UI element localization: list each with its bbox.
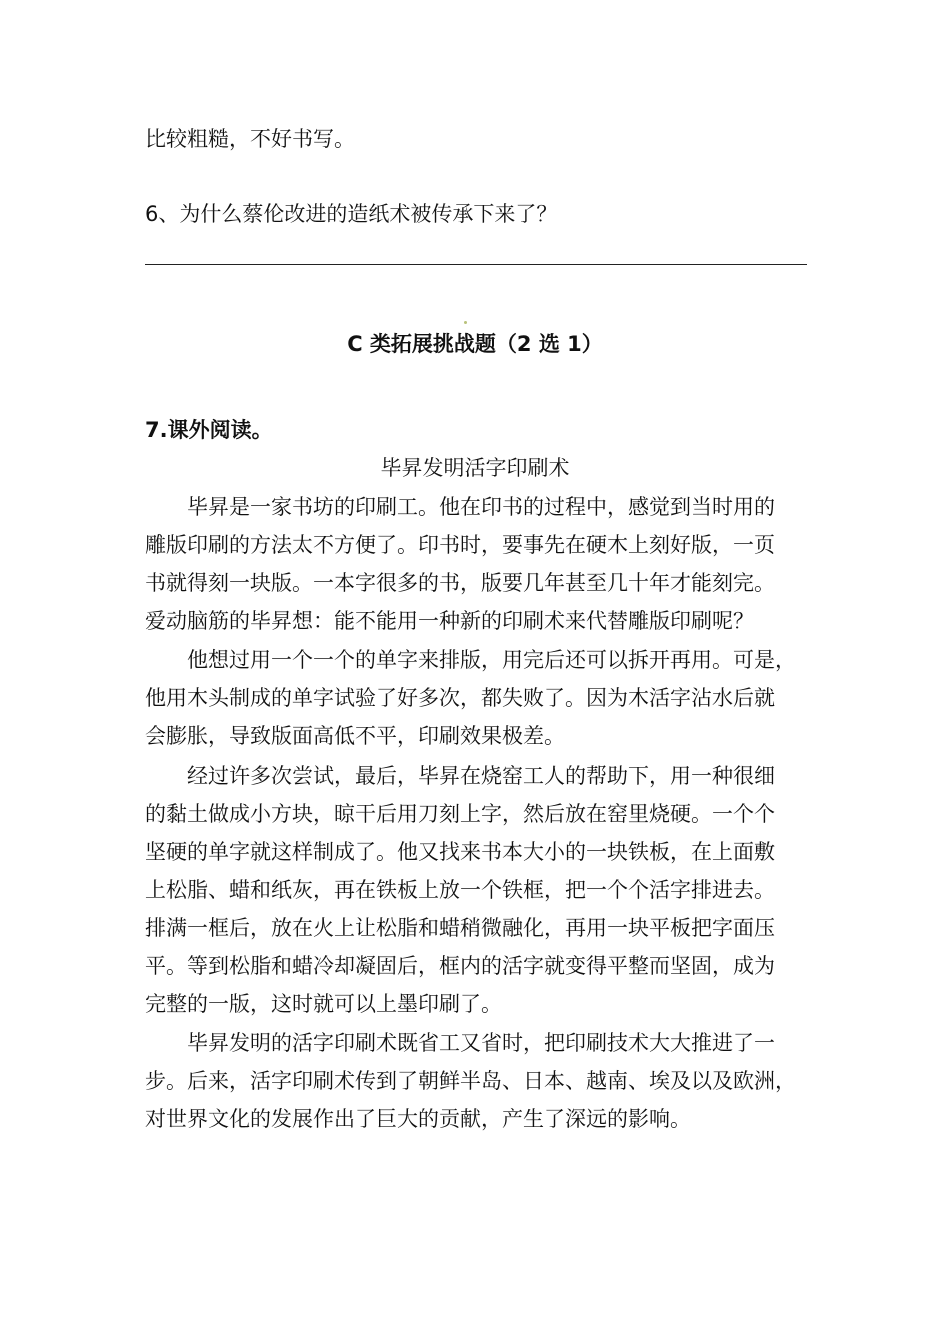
- article-paragraph-4: [145, 1024, 820, 1138]
- paragraph-line: 的黏土做成小方块，晾干后用刀刻上字，然后放在窑里烧硬。一个个: [145, 802, 775, 826]
- paragraph-line: 经过许多次尝试，最后，毕昇在烧窑工人的帮助下，用一种很细: [187, 764, 775, 788]
- paragraph-line: 雕版印刷的方法太不方便了。印书时，要事先在硬木上刻好版，一页: [145, 533, 775, 557]
- previous-answer-tail: 比较粗糙，不好书写。: [145, 127, 355, 151]
- question-6-text: 6、为什么蔡伦改进的造纸术被传承下来了？: [145, 202, 558, 226]
- paragraph-line: 会膨胀，导致版面高低不平，印刷效果极差。: [145, 724, 565, 748]
- paragraph-line: 他想过用一个一个的单字来排版，用完后还可以拆开再用。可是，: [187, 648, 796, 672]
- section-title: C 类拓展挑战题（2 选 1）: [347, 332, 603, 356]
- paragraph-line: 他用木头制成的单字试验了好多次，都失败了。因为木活字沾水后就: [145, 686, 775, 710]
- article-paragraph-1: [145, 488, 820, 640]
- paragraph-line: 书就得刻一块版。一本字很多的书，版要几年甚至几十年才能刻完。: [145, 571, 775, 595]
- decorative-dot: [464, 321, 467, 324]
- paragraph-line: 平。等到松脂和蜡冷却凝固后，框内的活字就变得平整而坚固，成为: [145, 954, 775, 978]
- paragraph-line: 完整的一版，这时就可以上墨印刷了。: [145, 992, 502, 1016]
- paragraph-line: 上松脂、蜡和纸灰，再在铁板上放一个铁框，把一个个活字排进去。: [145, 878, 775, 902]
- paragraph-line: 步。后来，活字印刷术传到了朝鲜半岛、日本、越南、埃及以及欧洲，: [145, 1069, 796, 1093]
- question-7-heading: 7.课外阅读。: [145, 418, 273, 442]
- paragraph-line: 爱动脑筋的毕昇想：能不能用一种新的印刷术来代替雕版印刷呢？: [145, 609, 754, 633]
- paragraph-line: 坚硬的单字就这样制成了。他又找来书本大小的一块铁板，在上面敷: [145, 840, 775, 864]
- article-paragraph-2: [145, 641, 820, 755]
- article-title: 毕昇发明活字印刷术: [380, 456, 570, 480]
- paragraph-line: 排满一框后，放在火上让松脂和蜡稍微融化，再用一块平板把字面压: [145, 916, 775, 940]
- paragraph-line: 毕昇是一家书坊的印刷工。他在印书的过程中，感觉到当时用的: [187, 495, 775, 519]
- paragraph-line: 毕昇发明的活字印刷术既省工又省时，把印刷技术大大推进了一: [187, 1031, 775, 1055]
- article-paragraph-3: [145, 757, 820, 1023]
- paragraph-line: 对世界文化的发展作出了巨大的贡献，产生了深远的影响。: [145, 1107, 691, 1131]
- answer-blank-line[interactable]: [145, 264, 807, 265]
